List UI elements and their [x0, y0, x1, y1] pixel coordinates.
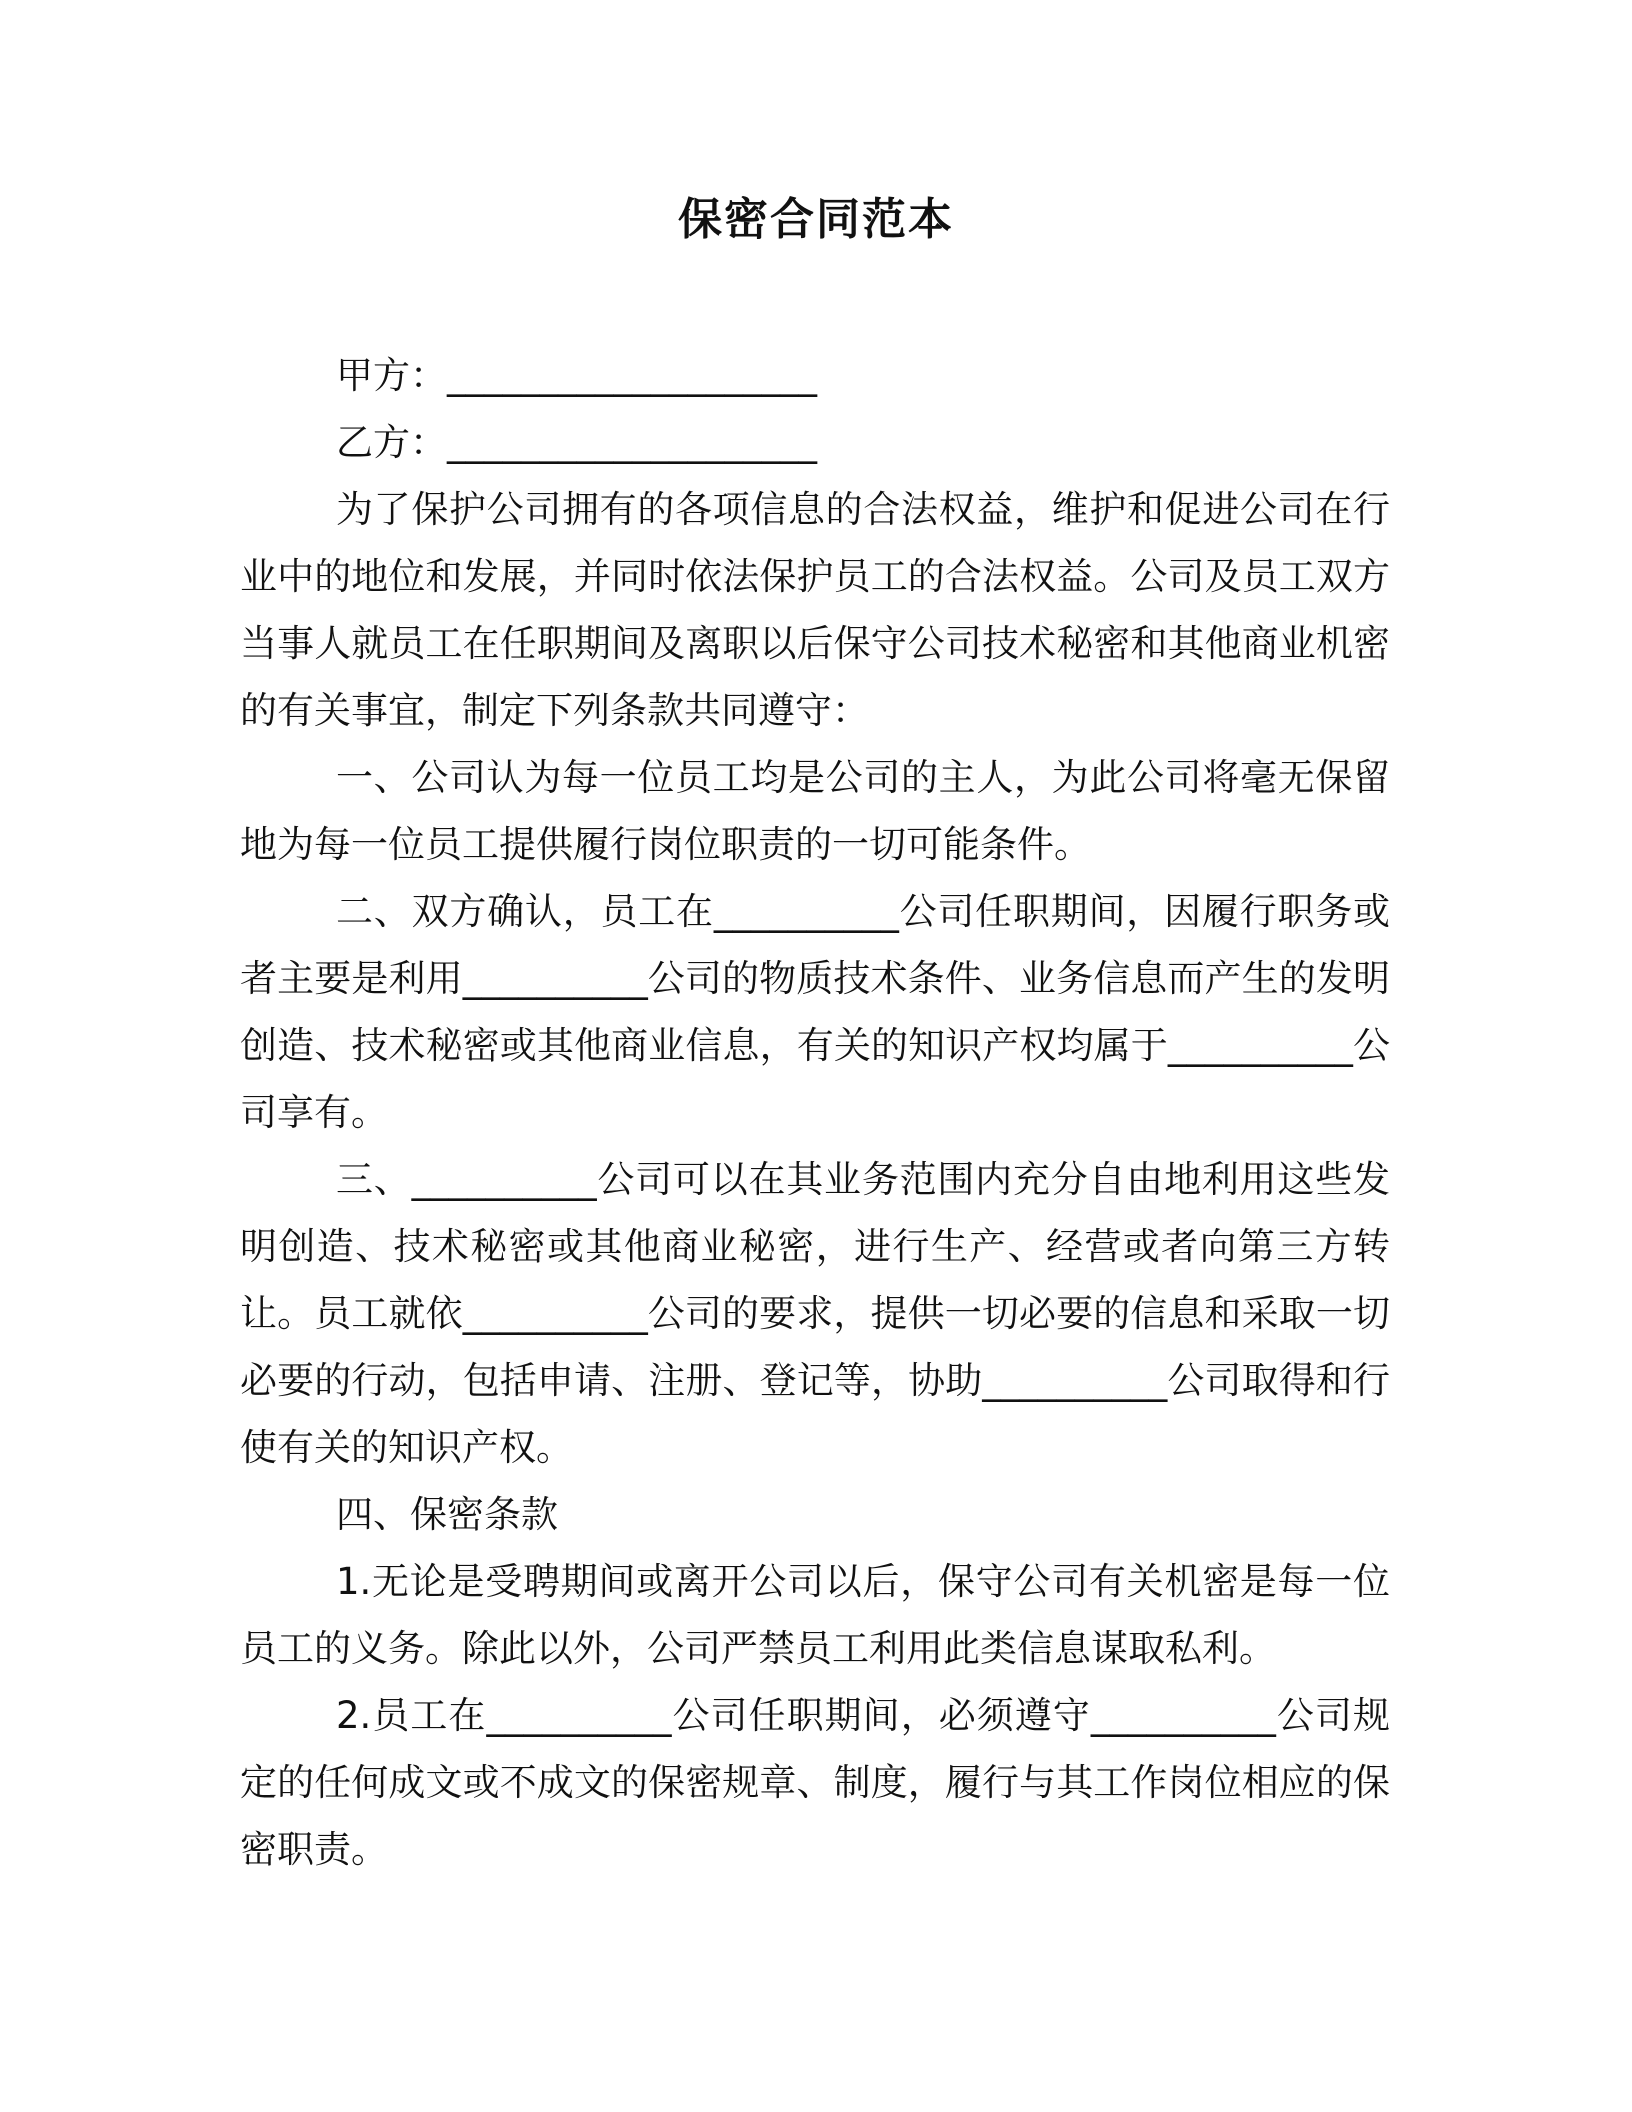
clause-4-1: 1.无论是受聘期间或离开公司以后，保守公司有关机密是每一位员工的义务。除此以外，公司严禁员工利用此类信息谋取私利。: [240, 1560, 1390, 1670]
intro-paragraph: 为了保护公司拥有的各项信息的合法权益，维护和促进公司在行业中的地位和发展，并同时依法保护员工的合法权益。公司及员工双方当事人就员工在任职期间及离职以后保守公司技术秘密和其他商业机密的有关事宜，制定下列条款共同遵守：: [240, 488, 1390, 732]
clause-3: 三、__________公司可以在其业务范围内充分自由地利用这些发明创造、技术秘密或其他商业秘密，进行生产、经营或者向第三方转让。员工就依__________公司的要求，提供一切必要的信息和采取一切必要的行动，包括申请、注册、登记等，协助__________公司取得和行使有关的知识产权。: [240, 1158, 1390, 1469]
clause-1: 一、公司认为每一位员工均是公司的主人，为此公司将毫无保留地为每一位员工提供履行岗位职责的一切可能条件。: [240, 756, 1390, 866]
document-title: 保密合同范本: [678, 194, 954, 245]
clause-4-2: 2.员工在__________公司任职期间，必须遵守__________公司规定的任何成文或不成文的保密规章、制度，履行与其工作岗位相应的保密职责。: [240, 1694, 1390, 1871]
clause-4-heading: 四、保密条款: [336, 1493, 558, 1536]
clause-2: 二、双方确认，员工在__________公司任职期间，因履行职务或者主要是利用__________公司的物质技术条件、业务信息而产生的发明创造、技术秘密或其他商业信息，有关的知识产权均属于__________公司享有。: [240, 890, 1390, 1134]
party-a-line: 甲方：____________________: [336, 354, 817, 397]
document-body: [240, 342, 1390, 1883]
party-b-line: 乙方：____________________: [336, 421, 817, 464]
